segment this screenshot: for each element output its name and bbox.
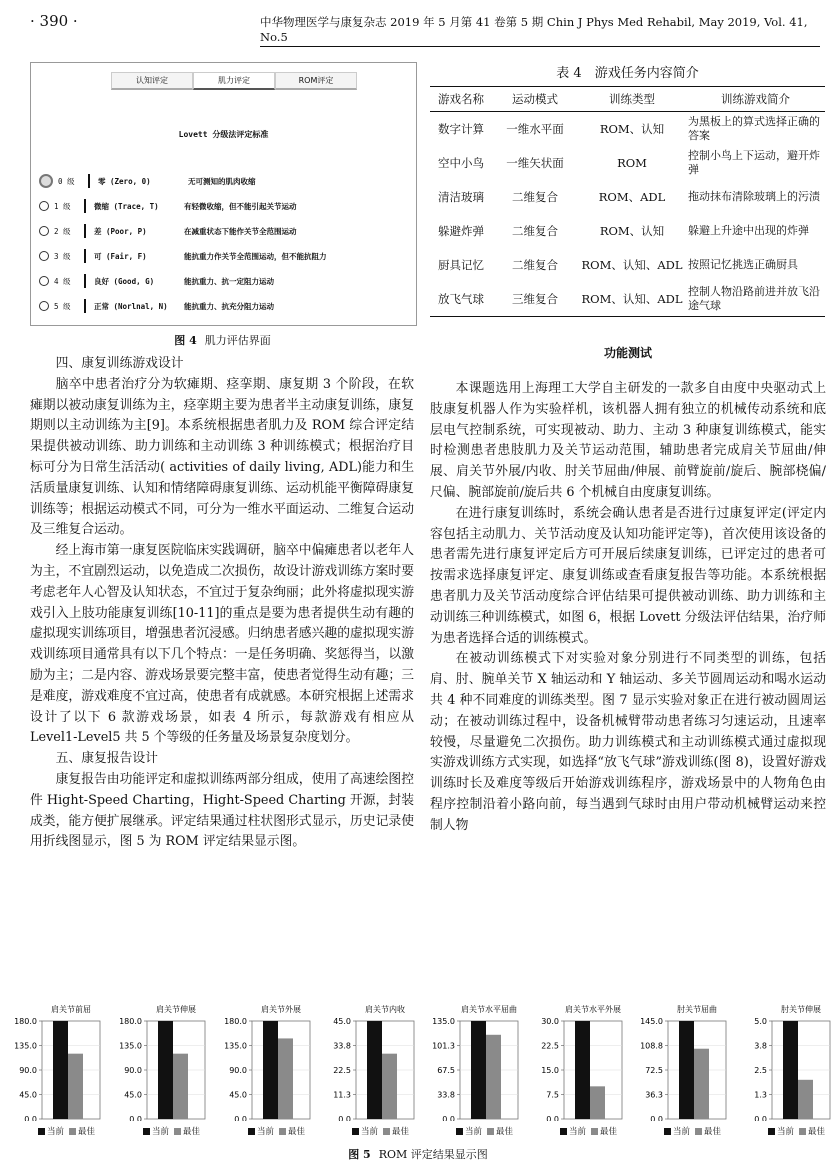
legend-label-current: 当前 <box>465 1127 483 1137</box>
divider <box>84 199 86 213</box>
y-tick-label: 0.0 <box>234 1115 247 1121</box>
table-row <box>430 214 825 248</box>
chart-title: 肩关节前屈 <box>51 1005 91 1014</box>
figure4-label: 图 4 <box>174 334 197 347</box>
rom-bar-chart <box>426 1003 528 1121</box>
bar-best <box>486 1035 501 1119</box>
legend-label-best: 最佳 <box>183 1127 201 1137</box>
grade-number: 2 级 <box>54 226 71 236</box>
grade-number: 3 级 <box>54 251 71 261</box>
radio-button[interactable] <box>39 301 49 311</box>
grade-number: 0 级 <box>58 176 75 186</box>
divider <box>84 224 86 238</box>
section5-heading: 五、康复报告设计 <box>55 751 158 767</box>
left-column <box>30 354 414 853</box>
y-tick-label: 45.0 <box>124 1090 142 1100</box>
cell: 二维复合 <box>512 258 558 272</box>
chart-legend <box>248 1125 305 1137</box>
paragraph: 在被动训练模式下对实验对象分别进行不同类型的训练，包括肩、肘、腕单关节 X 轴运动和 Y 轴运动、多关节圆周运动和喝水运动共 4 种不同难度的训练类型。图 7 显示实验对象正在进行被动圆周运动；在被动训练过程中，设备机械臂带动患者练习匀速运动，且速率较慢，尽量避免二次损伤。助力训练模式和主动训练模式通过虚拟现实游戏训练方式实现，如选择“放飞气球”游戏训练(图 8)，设置好游戏训练时长及难度等级后开始游戏训练程序，游戏场景中的人物角色由程序控制沿着小路向前，每当遇到气球时由用户带动机械臂运动来控制人物 <box>430 651 826 833</box>
radio-button[interactable] <box>39 226 49 236</box>
col-game-name: 游戏名称 <box>430 87 492 112</box>
grade-name: 正常 (Norlnal, N) <box>94 301 168 311</box>
bar-current <box>575 1021 590 1119</box>
cell: 拖动抹布清除玻璃上的污渍 <box>688 190 820 203</box>
rom-bar-chart <box>218 1003 320 1121</box>
grade-name: 可 (Fair, F) <box>94 251 147 261</box>
bar-best <box>173 1054 188 1119</box>
radio-button[interactable] <box>39 276 49 286</box>
y-tick-label: 15.0 <box>541 1066 559 1075</box>
cell: ROM、认知、ADL <box>578 282 686 317</box>
rom-bar-chart <box>738 1003 836 1121</box>
cell: ROM、ADL <box>598 190 666 204</box>
bar-current <box>679 1021 694 1119</box>
y-tick-label: 1.3 <box>754 1090 767 1100</box>
game-task-table <box>430 86 825 317</box>
legend-label-current: 当前 <box>673 1127 691 1137</box>
table-row <box>430 248 825 282</box>
y-tick-label: 0.0 <box>650 1115 663 1121</box>
chart-title: 肘关节屈曲 <box>677 1005 717 1014</box>
y-tick-label: 0.0 <box>546 1115 559 1121</box>
table-row <box>430 146 825 180</box>
figure5-label: 图 5 <box>348 1148 371 1161</box>
cell: 控制人物沿路前进并放飞沿途气球 <box>686 282 825 317</box>
y-tick-label: 33.8 <box>437 1090 455 1100</box>
y-tick-label: 180.0 <box>224 1017 247 1026</box>
y-tick-label: 180.0 <box>119 1017 142 1026</box>
legend-swatch-best <box>383 1128 390 1135</box>
chart-legend <box>143 1125 200 1137</box>
chart-legend <box>456 1125 513 1137</box>
chart-legend <box>352 1125 409 1137</box>
col-movement-mode: 运动模式 <box>492 87 578 112</box>
y-tick-label: 101.3 <box>432 1041 455 1051</box>
y-tick-label: 0.0 <box>129 1115 142 1121</box>
bar-current <box>263 1021 278 1119</box>
y-tick-label: 7.5 <box>546 1090 559 1100</box>
y-tick-label: 72.5 <box>645 1066 663 1075</box>
grade-number: 4 级 <box>54 276 71 286</box>
col-game-intro: 训练游戏简介 <box>686 87 825 112</box>
lovett-title: Lovett 分级法评定标准 <box>178 130 269 139</box>
y-tick-label: 90.0 <box>124 1066 142 1075</box>
chart-legend <box>38 1125 95 1137</box>
legend-swatch-current <box>768 1128 775 1135</box>
legend-label-current: 当前 <box>152 1127 170 1137</box>
section-heading-function-test: 功能测试 <box>603 346 652 360</box>
chart-legend <box>768 1125 825 1137</box>
y-tick-label: 108.8 <box>640 1041 663 1051</box>
chart-title: 肩关节伸展 <box>156 1005 196 1014</box>
legend-swatch-current <box>248 1128 255 1135</box>
col-training-type: 训练类型 <box>578 87 686 112</box>
chart-title: 肩关节内收 <box>365 1005 405 1014</box>
legend-label-current: 当前 <box>47 1127 65 1137</box>
paragraph: 康复报告由功能评定和虚拟训练两部分组成，使用了高速绘图控件 Hight-Speed Charting，Hight-Speed Charting 开源，封装成类，能方便扩展继承。评定结果通过柱状图形式显示，历史记录使用折线图显示，图 5 为 ROM 评定结果显示图。 <box>30 771 414 850</box>
grade-name: 差 (Poor, P) <box>94 226 147 236</box>
table-row <box>430 112 825 147</box>
radio-button[interactable] <box>39 174 53 188</box>
cell: ROM、认知 <box>599 122 665 136</box>
y-tick-label: 90.0 <box>19 1066 37 1075</box>
cell: 三维复合 <box>492 282 578 317</box>
grade-name: 良好 (Good, G) <box>94 276 155 286</box>
bar-current <box>367 1021 382 1119</box>
grade-option[interactable] <box>39 196 297 216</box>
divider <box>88 174 90 188</box>
y-tick-label: 0.0 <box>442 1115 455 1121</box>
chart-title: 肩关节外展 <box>261 1005 301 1014</box>
cell: 为黑板上的算式选择正确的答案 <box>688 115 820 142</box>
bar-best <box>590 1086 605 1119</box>
legend-swatch-current <box>664 1128 671 1135</box>
legend-swatch-best <box>174 1128 181 1135</box>
tab-cognitive[interactable]: 认知评定 <box>111 72 193 90</box>
grade-option[interactable] <box>39 221 297 241</box>
y-tick-label: 135.0 <box>432 1017 455 1026</box>
legend-label-best: 最佳 <box>288 1127 306 1137</box>
bar-current <box>471 1021 486 1119</box>
figure4-caption <box>30 332 415 348</box>
rom-bar-chart <box>113 1003 215 1121</box>
chart-legend <box>560 1125 617 1137</box>
y-tick-label: 2.5 <box>754 1066 767 1075</box>
table-row <box>430 180 825 214</box>
grade-option[interactable] <box>39 171 256 191</box>
legend-label-current: 当前 <box>361 1127 379 1137</box>
chart-title: 肘关节伸展 <box>781 1005 821 1014</box>
rom-bar-chart <box>322 1003 424 1121</box>
y-tick-label: 0.0 <box>24 1115 37 1121</box>
paragraph: 脑卒中患者治疗分为软瘫期、痉挛期、康复期 3 个阶段，在软瘫期以被动康复训练为主，痉挛期主要为患者半主动康复训练，康复期则以主动训练为主[9]。本系统根据患者肌力及 ROM 综合评定结果提供被动训练、助力训练和主动训练 3 种训练模式；根据治疗目标可分为日常生活活动( activities of daily living, ADL)能力和生活质量康复训练、认知和情绪障碍康复训练、运动机能平衡障碍康复训练等；根据运动模式不同，可分为一维水平面运动、二维复合运动及三维复合运动。 <box>30 376 414 538</box>
grade-description: 能抗重力、抗一定阻力运动 <box>184 276 274 286</box>
divider <box>84 249 86 263</box>
divider <box>84 299 86 313</box>
chart-title: 肩关节水平外展 <box>565 1005 621 1014</box>
grade-option[interactable] <box>39 246 327 266</box>
section4-heading: 四、康复训练游戏设计 <box>55 356 184 371</box>
y-tick-label: 5.0 <box>754 1017 767 1026</box>
legend-swatch-current <box>456 1128 463 1135</box>
y-tick-label: 135.0 <box>224 1041 247 1051</box>
y-tick-label: 22.5 <box>333 1066 351 1075</box>
figure4-caption-text: 肌力评估界面 <box>204 334 271 347</box>
grade-description: 无可测知的肌肉收缩 <box>188 176 256 186</box>
tab-muscle-strength[interactable]: 肌力评定 <box>193 72 275 90</box>
table-header-row <box>430 87 825 112</box>
y-tick-label: 135.0 <box>119 1041 142 1051</box>
cell: ROM、认知 <box>599 224 665 238</box>
bar-best <box>694 1049 709 1119</box>
right-column <box>430 344 826 837</box>
cell: 控制小鸟上下运动，避开炸弹 <box>688 149 820 176</box>
legend-swatch-best <box>487 1128 494 1135</box>
grade-description: 有轻微收缩，但不能引起关节运动 <box>184 201 297 211</box>
bar-current <box>53 1021 68 1119</box>
cell: 放飞气球 <box>430 282 492 317</box>
cell: 按照记忆挑选正确厨具 <box>688 258 798 271</box>
y-tick-label: 22.5 <box>541 1041 559 1051</box>
y-tick-label: 67.5 <box>437 1066 455 1075</box>
cell: 一维矢状面 <box>506 156 564 170</box>
legend-label-current: 当前 <box>257 1127 275 1137</box>
legend-swatch-best <box>279 1128 286 1135</box>
tab-rom[interactable]: ROM评定 <box>275 72 357 90</box>
rom-bar-chart <box>8 1003 110 1121</box>
grade-option[interactable] <box>39 271 274 291</box>
muscle-strength-assessment-screen <box>30 62 417 326</box>
grade-number: 1 级 <box>54 201 71 211</box>
grade-option[interactable] <box>39 296 274 316</box>
cell: 二维复合 <box>512 224 558 238</box>
grade-number: 5 级 <box>54 301 71 311</box>
legend-label-current: 当前 <box>569 1127 587 1137</box>
y-tick-label: 3.8 <box>754 1041 767 1051</box>
figure5-caption <box>0 1146 836 1162</box>
y-tick-label: 0.0 <box>338 1115 351 1121</box>
grade-description: 能抗重力、抗充分阻力运动 <box>184 301 274 311</box>
figure5-caption-text: ROM 评定结果显示图 <box>378 1148 488 1161</box>
cell: 数字计算 <box>438 122 484 136</box>
y-tick-label: 45.0 <box>19 1090 37 1100</box>
y-tick-label: 45.0 <box>333 1017 351 1026</box>
bar-best <box>798 1080 813 1119</box>
legend-swatch-current <box>143 1128 150 1135</box>
radio-button[interactable] <box>39 201 49 211</box>
legend-label-best: 最佳 <box>392 1127 410 1137</box>
bar-best <box>278 1038 293 1119</box>
radio-button[interactable] <box>39 251 49 261</box>
cell: 厨具记忆 <box>438 258 484 272</box>
table-row <box>430 282 825 317</box>
legend-label-best: 最佳 <box>808 1127 826 1137</box>
rom-bar-chart <box>634 1003 736 1121</box>
cell: 躲避炸弹 <box>438 224 484 238</box>
paragraph: 经上海市第一康复医院临床实践调研，脑卒中偏瘫患者以老年人为主，不宜剧烈运动，以免造成二次损伤，故设计游戏训练方案时要考虑老年人心智及认知状态，不宜过于复杂绚丽；此外将虚拟现实游戏引入上肢功能康复训练[10-11]的重点是要为患者提供生动有趣的虚拟现实训练项目，增强患者沉浸感。归纳患者感兴趣的虚拟现实游戏训练项目通常具有以下几个特点：一是任务明确、奖惩得当，以激励为主；二是内容、游戏场景要完整丰富，使患者觉得生动有趣；三是难度，游戏难度不宜过高，使患者有成就感。本研究根据上述需求设计了以下 6 款游戏场景，如表 4 所示，每款游戏有相应从 Level1-Level5 共 5 个等级的任务量及场景复杂度划分。 <box>30 543 414 746</box>
grade-description: 在减重状态下能作关节全范围运动 <box>184 226 297 236</box>
bar-current <box>783 1021 798 1119</box>
chart-svg <box>218 1003 314 1121</box>
y-tick-label: 0.0 <box>754 1115 767 1121</box>
legend-swatch-best <box>69 1128 76 1135</box>
table4-title: 表 4 游戏任务内容简介 <box>556 66 699 81</box>
cell: ROM、认知、ADL <box>581 258 683 272</box>
chart-title: 肩关节水平屈曲 <box>461 1005 517 1014</box>
bar-best <box>382 1054 397 1119</box>
legend-swatch-best <box>591 1128 598 1135</box>
journal-header: 中华物理医学与康复杂志 2019 年 5 月第 41 卷第 5 期 Chin J Phys Med Rehabil, May 2019, Vol. 41, No.5 <box>260 14 820 47</box>
chart-svg <box>738 1003 834 1121</box>
y-tick-label: 30.0 <box>541 1017 559 1026</box>
y-tick-label: 135.0 <box>14 1041 37 1051</box>
legend-label-current: 当前 <box>777 1127 795 1137</box>
grade-name: 零 (Zero, 0) <box>98 176 151 186</box>
cell: 空中小鸟 <box>438 156 484 170</box>
y-tick-label: 36.3 <box>645 1090 663 1100</box>
paragraph: 本课题选用上海理工大学自主研发的一款多自由度中央驱动式上肢康复机器人作为实验样机，该机器人拥有独立的机械传动系统和底层电气控制系统，可实现被动、助力、主动 3 种康复训练模式，能实时检测患者患肢肌力及关节运动范围，辅助患者完成肩关节屈曲/伸展、肩关节外展/内收、肘关节屈曲/伸展、前臂旋前/旋后、腕部桡偏/尺偏、腕部旋前/旋后共 6 个机械自由度康复训练。 <box>430 381 826 500</box>
chart-svg <box>634 1003 730 1121</box>
legend-swatch-best <box>799 1128 806 1135</box>
cell: 躲避上升途中出现的炸弹 <box>688 224 809 237</box>
assessment-tabs <box>111 72 357 90</box>
grade-description: 能抗重力作关节全范围运动，但不能抗阻力 <box>184 251 327 261</box>
y-tick-label: 33.8 <box>333 1041 351 1051</box>
chart-legend <box>664 1125 721 1137</box>
legend-swatch-current <box>352 1128 359 1135</box>
y-tick-label: 90.0 <box>229 1066 247 1075</box>
cell: ROM <box>617 156 647 170</box>
grade-name: 微缩 (Trace, T) <box>94 201 159 211</box>
chart-svg <box>113 1003 209 1121</box>
legend-label-best: 最佳 <box>78 1127 96 1137</box>
cell: 一维水平面 <box>506 122 564 136</box>
rom-bar-chart <box>530 1003 632 1121</box>
legend-swatch-current <box>38 1128 45 1135</box>
chart-svg <box>530 1003 626 1121</box>
chart-svg <box>322 1003 418 1121</box>
y-tick-label: 45.0 <box>229 1090 247 1100</box>
cell: 清洁玻璃 <box>438 190 484 204</box>
y-tick-label: 180.0 <box>14 1017 37 1026</box>
chart-svg <box>426 1003 522 1121</box>
legend-swatch-best <box>695 1128 702 1135</box>
legend-label-best: 最佳 <box>600 1127 618 1137</box>
bar-best <box>68 1054 83 1119</box>
legend-label-best: 最佳 <box>704 1127 722 1137</box>
cell: 二维复合 <box>512 190 558 204</box>
legend-label-best: 最佳 <box>496 1127 514 1137</box>
divider <box>84 274 86 288</box>
y-tick-label: 145.0 <box>640 1017 663 1026</box>
bar-current <box>158 1021 173 1119</box>
chart-svg <box>8 1003 104 1121</box>
paragraph: 在进行康复训练时，系统会确认患者是否进行过康复评定(评定内容包括主动肌力、关节活动度及认知功能评定等)，首次使用该设备的患者需先进行康复评定后方可开展后续康复训练，已评定过的患者可按需求选择康复评定、康复训练或查看康复报告等功能。本系统根据患者肌力及关节活动度综合评估结果可提供被动训练、助力训练和主动训练三种训练模式，如图 6，根据 Lovett 分级法评估结果，治疗师为患者选择合适的训练模式。 <box>430 505 826 646</box>
legend-swatch-current <box>560 1128 567 1135</box>
y-tick-label: 11.3 <box>333 1090 351 1100</box>
page-number: · 390 · <box>30 12 78 30</box>
